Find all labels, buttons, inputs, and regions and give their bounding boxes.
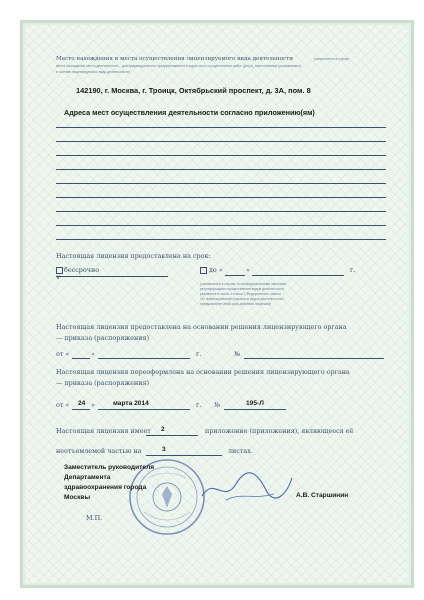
annex-text-c: неотъемлемой частью на [56, 447, 142, 455]
annex-sheets: 3 [162, 446, 166, 453]
blank-line [56, 127, 386, 128]
term-unlimited-checkbox [56, 267, 63, 274]
side-note-line-3: указанных в части 4 статьи 1 Федерального закона [200, 292, 281, 296]
blank-line [56, 276, 168, 277]
reissue-number: 195-Л [246, 400, 264, 407]
location-header-note: (заполняется в случае [314, 57, 350, 61]
basis-year: г. [196, 350, 202, 358]
blank-line [56, 239, 386, 240]
blank-line [224, 409, 286, 410]
side-note-line-5: предусмотрен иной срок действия лицензии) [200, 302, 272, 306]
term-label: Настоящая лицензия предоставлена на срок: [56, 252, 211, 260]
annex-text-a: Настоящая лицензия имеет [56, 427, 151, 435]
blank-line [146, 455, 222, 456]
blank-line [98, 409, 190, 410]
blank-line [56, 169, 386, 170]
signer-title-1: Заместитель руководителя [64, 464, 155, 471]
blank-line [146, 435, 198, 436]
blank-line [56, 155, 386, 156]
blank-line [72, 358, 90, 359]
basis-from: от « [56, 350, 70, 358]
signer-title-3: здравоохранения города [64, 484, 147, 491]
term-until-checkbox [200, 267, 207, 274]
side-note-line-4: «О лицензировании отдельных видов деятельности», [200, 297, 285, 301]
blank-line [72, 409, 90, 410]
signature-icon [196, 466, 296, 510]
reissue-num-label: № [214, 401, 221, 409]
reissue-from: от « [56, 401, 70, 409]
blank-line [56, 225, 386, 226]
side-note-line-1: (указывается в случае, если федеральными законами, [200, 282, 287, 286]
blank-line [56, 211, 386, 212]
annex-text-b: приложение (приложения), являющееся её [205, 427, 354, 435]
blank-line [56, 197, 386, 198]
reissue-mid: » [91, 401, 95, 409]
basis-num-label: № [234, 350, 241, 358]
reissue-day: 24 [78, 400, 86, 407]
location-small-line-2: в составе лицензируемого вида деятельности) [56, 70, 130, 74]
location-header: Место нахождения и места осуществления лицензируемого вида деятельности [56, 56, 293, 62]
reissue-line-2: — приказа (распоряжения) [56, 379, 150, 387]
term-year-suffix: г. [350, 266, 356, 274]
reissue-month-year: марта 2014 [113, 400, 149, 407]
annex-count: 2 [161, 426, 165, 433]
term-check-mark: ∨ [56, 275, 61, 281]
activity-places-line: Адреса мест осуществления деятельности согласно приложению(ям) [64, 108, 315, 117]
blank-line [244, 358, 384, 359]
side-note-line-2: регулирующими осуществление видов деятельности, [200, 287, 285, 291]
signer-name: А.В. Старшинин [296, 492, 349, 499]
location-small-line-1: места нахождения места деятельности – для индивидуального предпринимателя в адрес мест осуществления работ (услуг), выполняемых (оказываемых) [56, 64, 302, 68]
term-unlimited-label: бессрочно [64, 266, 100, 274]
reissue-year: г. [196, 401, 202, 409]
signer-title-4: Москвы [64, 494, 91, 501]
blank-line [252, 275, 344, 276]
address-line: 142190, г. Москва, г. Троицк, Октябрьский проспект, д. 3А, пом. 8 [76, 86, 311, 95]
blank-line [56, 183, 386, 184]
reissue-line-1: Настоящая лицензия переоформлена на основании решения лицензирующего органа [56, 368, 350, 376]
basis-from-mid: » [91, 350, 95, 358]
blank-line [98, 358, 190, 359]
basis-line-2: — приказа (распоряжения) [56, 334, 150, 342]
blank-line [56, 141, 386, 142]
signer-title-2: Департамента [64, 474, 111, 481]
mp-label: М.П. [86, 514, 103, 522]
annex-text-d: листах. [228, 447, 253, 455]
blank-line [225, 275, 245, 276]
basis-line-1: Настоящая лицензия предоставлена на основании решения лицензирующего органа [56, 323, 347, 331]
term-until-mid: » [246, 266, 250, 274]
term-until-label: до « [209, 266, 223, 274]
